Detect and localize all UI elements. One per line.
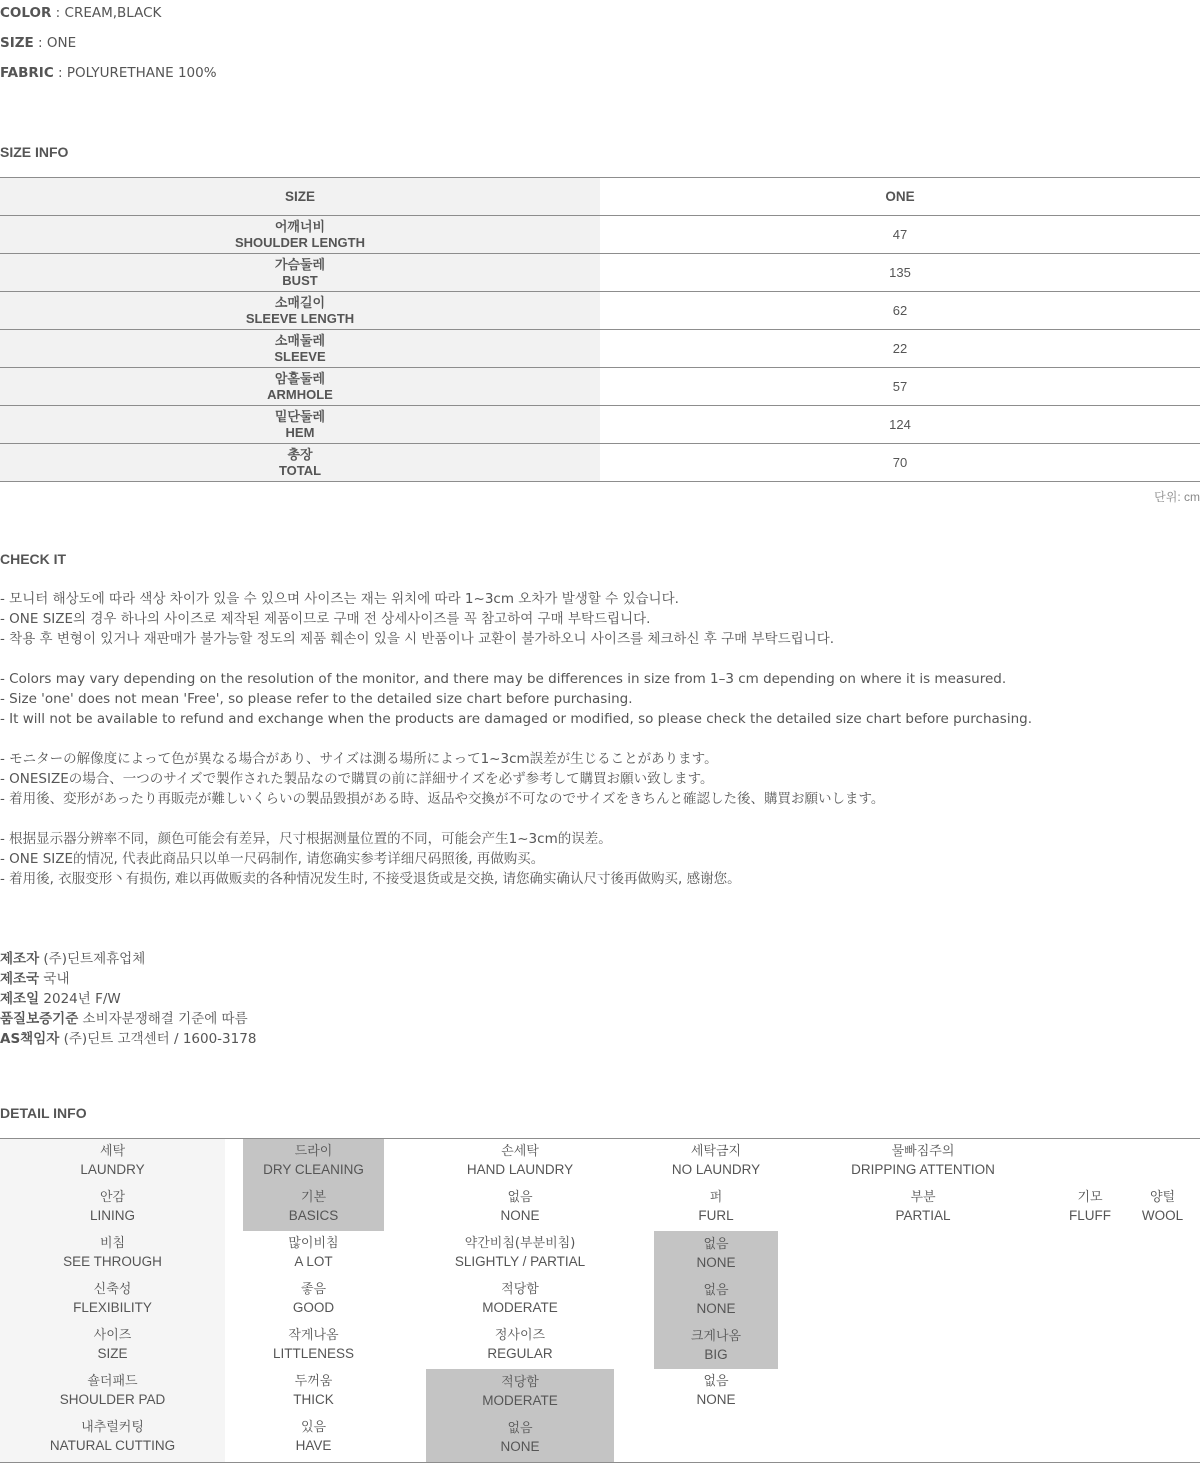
spec-size <box>0 33 76 53</box>
option-en: MODERATE <box>482 1300 558 1315</box>
maker-label: 제조국 <box>0 971 40 987</box>
detail-option <box>654 1373 778 1409</box>
spec-value: : ONE <box>33 35 77 51</box>
spec-label: SIZE <box>0 35 34 51</box>
detail-option <box>243 1235 384 1271</box>
option-en: NONE <box>696 1392 736 1407</box>
option-en: FURL <box>698 1208 734 1223</box>
maker-label: 제조일 <box>0 991 40 1007</box>
note-line: - 착용 후 변형이 있거나 재판매가 불가능할 정도의 제품 훼손이 있을 시 반품이나 교환이 불가하오니 사이즈를 체크하신 후 구매 부탁드립니다. <box>0 631 835 647</box>
detail-info-title: DETAIL INFO <box>0 1105 87 1121</box>
maker-value: (주)딘트제휴업체 <box>39 951 146 967</box>
size-table <box>0 177 1200 482</box>
detail-option <box>426 1327 614 1363</box>
spec-color <box>0 3 161 23</box>
label-ko: 신축성 <box>93 1282 132 1297</box>
measure-label-en: ARMHOLE <box>267 386 333 402</box>
spec-value: : POLYURETHANE 100% <box>53 65 217 81</box>
measure-label-ko: 소매둘레 <box>274 332 326 348</box>
option-en: A LOT <box>294 1254 333 1269</box>
measure-value: 47 <box>600 216 1200 254</box>
table-row <box>0 330 1200 368</box>
check-it-title: CHECK IT <box>0 551 67 567</box>
option-en: MODERATE <box>482 1393 558 1408</box>
measure-label <box>0 406 600 444</box>
option-ko: 없음 <box>703 1374 729 1389</box>
measure-label <box>0 254 600 292</box>
measure-label-ko: 어깨너비 <box>274 218 326 234</box>
option-en: NONE <box>500 1439 540 1454</box>
maker-line <box>0 989 256 1009</box>
maker-label: 제조자 <box>0 951 40 967</box>
spec-fabric <box>0 63 217 83</box>
measure-label-ko: 총장 <box>287 446 313 462</box>
option-ko: 없음 <box>507 1421 533 1436</box>
option-en: LITTLENESS <box>272 1346 355 1361</box>
option-ko: 없음 <box>703 1283 729 1298</box>
measure-value: 124 <box>600 406 1200 444</box>
option-ko: 크게나옴 <box>690 1329 742 1344</box>
spec-label: FABRIC <box>0 65 54 81</box>
option-ko: 부분 <box>910 1190 936 1205</box>
option-en: HAVE <box>295 1438 332 1453</box>
measure-value: 70 <box>600 444 1200 482</box>
detail-option <box>243 1373 384 1409</box>
measure-label-en: TOTAL <box>278 462 322 478</box>
measure-value: 135 <box>600 254 1200 292</box>
option-ko: 퍼 <box>709 1190 723 1205</box>
detail-option <box>654 1189 778 1225</box>
measure-label <box>0 292 600 330</box>
maker-value: (주)딘트 고객센터 / 1600-3178 <box>59 1031 257 1047</box>
detail-option <box>243 1281 384 1317</box>
label-en: LINING <box>89 1208 135 1223</box>
option-ko: 적당함 <box>501 1282 539 1297</box>
option-en: DRIPPING ATTENTION <box>851 1162 995 1177</box>
label-en: SIZE <box>97 1346 128 1361</box>
label-en: FLEXIBILITY <box>73 1300 152 1315</box>
option-ko: 없음 <box>507 1190 533 1205</box>
note-line: - 着用後、変形があったり再販売が難しいくらいの製品毀損がある時、返品や交換が不可なのでサイズをきちんと確認した後、購買お願いします。 <box>0 791 885 807</box>
note-line: - ONE SIZE의 경우 하나의 사이즈로 제작된 제품이므로 구매 전 상세사이즈를 꼭 참고하여 구매 부탁드립니다. <box>0 611 651 627</box>
table-row <box>0 368 1200 406</box>
maker-line <box>0 1029 256 1049</box>
maker-label: AS책임자 <box>0 1031 60 1047</box>
maker-line <box>0 949 256 969</box>
option-en: BIG <box>704 1347 728 1362</box>
option-ko: 정사이즈 <box>494 1328 546 1343</box>
measure-label-en: SHOULDER LENGTH <box>235 234 365 250</box>
option-en: REGULAR <box>487 1346 553 1361</box>
note-line: - Size 'one' does not mean 'Free', so please refer to the detailed size chart before purchasing. <box>0 691 633 707</box>
option-ko: 있음 <box>300 1420 327 1435</box>
label-ko: 세탁 <box>99 1144 126 1159</box>
label-en: SEE THROUGH <box>63 1254 162 1269</box>
detail-option <box>654 1282 778 1318</box>
detail-option <box>823 1189 1023 1225</box>
table-row <box>0 444 1200 482</box>
option-en: DRY CLEANING <box>263 1162 364 1177</box>
maker-value: 국내 <box>39 971 70 987</box>
size-table-header <box>0 178 1200 216</box>
option-ko: 세탁금지 <box>690 1144 742 1159</box>
measure-value: 22 <box>600 330 1200 368</box>
table-row <box>0 292 1200 330</box>
detail-row-label <box>0 1419 225 1455</box>
label-en: NATURAL CUTTING <box>49 1438 176 1453</box>
detail-option <box>426 1420 614 1456</box>
option-ko: 좋음 <box>300 1282 327 1297</box>
option-en: THICK <box>293 1392 334 1407</box>
option-en: GOOD <box>292 1300 335 1315</box>
maker-value: 2024년 F/W <box>39 991 121 1007</box>
measure-label-ko: 밑단둘레 <box>274 408 326 424</box>
size-info-title: SIZE INFO <box>0 144 69 160</box>
size-unit: 단위: cm <box>1154 490 1200 504</box>
option-en: BASICS <box>288 1208 339 1223</box>
option-en: NONE <box>500 1208 540 1223</box>
option-ko: 없음 <box>703 1237 729 1252</box>
label-ko: 내추럴커팅 <box>81 1420 144 1435</box>
detail-option <box>406 1235 634 1271</box>
measure-label-en: SLEEVE LENGTH <box>245 310 355 326</box>
option-en: HAND LAUNDRY <box>466 1162 574 1177</box>
table-row <box>0 254 1200 292</box>
label-en: SHOULDER PAD <box>59 1392 166 1407</box>
detail-option <box>243 1189 384 1225</box>
option-ko: 물빠짐주의 <box>891 1144 955 1159</box>
detail-option <box>243 1419 384 1455</box>
option-ko: 적당함 <box>501 1375 539 1390</box>
detail-option <box>426 1281 614 1317</box>
maker-info <box>0 949 256 1049</box>
detail-option <box>654 1236 778 1272</box>
measure-value: 57 <box>600 368 1200 406</box>
option-en: SLIGHTLY / PARTIAL <box>454 1254 586 1269</box>
size-header-label: SIZE <box>0 178 600 216</box>
label-ko: 비침 <box>99 1236 126 1251</box>
detail-option <box>426 1189 614 1225</box>
note-line: - モニターの解像度によって色が異なる場合があり、サイズは測る場所によって1~3cm誤差が生じることがあります。 <box>0 751 718 767</box>
note-line: - ONESIZEの場合、一つのサイズで製作された製品なので購買の前に詳細サイズを必ず参考して購買お願い致します。 <box>0 771 714 787</box>
note-line: - ONE SIZE的情况, 代表此商品只以单一尺码制作, 请您确实参考详细尺码照後, 再做购买。 <box>0 851 545 867</box>
detail-option <box>823 1143 1023 1179</box>
table-row <box>0 406 1200 444</box>
detail-option <box>426 1374 614 1410</box>
detail-row-label <box>0 1189 225 1225</box>
detail-option <box>1050 1189 1130 1225</box>
note-line: - It will not be available to refund and exchange when the products are damaged or modified, so please check the detailed size chart before purchasing. <box>0 711 1032 727</box>
measure-label <box>0 330 600 368</box>
option-ko: 양털 <box>1149 1190 1176 1205</box>
option-en: NO LAUNDRY <box>671 1162 761 1177</box>
measure-label-en: HEM <box>285 424 315 440</box>
check-it-notes <box>0 589 1032 889</box>
option-en: WOOL <box>1141 1208 1184 1223</box>
note-line: - Colors may vary depending on the resolution of the monitor, and there may be differences in size from 1–3 cm depending on where it is measured. <box>0 671 1007 687</box>
option-ko: 약간비침(부분비침) <box>464 1236 576 1251</box>
option-ko: 기모 <box>1077 1190 1103 1205</box>
note-line: - 모니터 해상도에 따라 색상 차이가 있을 수 있으며 사이즈는 재는 위치에 따라 1~3cm 오차가 발생할 수 있습니다. <box>0 591 679 607</box>
measure-label-en: BUST <box>282 272 318 288</box>
label-ko: 숄더패드 <box>87 1374 138 1389</box>
option-en: NONE <box>696 1255 736 1270</box>
measure-label-ko: 암홀둘레 <box>274 370 326 386</box>
option-en: FLUFF <box>1069 1208 1111 1223</box>
measure-label <box>0 216 600 254</box>
option-ko: 작게나옴 <box>288 1328 339 1343</box>
label-en: LAUNDRY <box>80 1162 145 1177</box>
measure-label <box>0 368 600 406</box>
detail-table <box>0 1138 1200 1463</box>
option-ko: 많이비침 <box>288 1236 339 1251</box>
maker-line <box>0 1009 256 1029</box>
note-line: - 着用後, 衣服变形丶有损伤, 难以再做贩卖的各种情况发生时, 不接受退货或是交换, 请您确实确认尺寸後再做购买, 感谢您。 <box>0 871 741 887</box>
option-en: PARTIAL <box>895 1208 951 1223</box>
note-line: - 根据显示器分辨率不同，颜色可能会有差异，尺寸根据测量位置的不同，可能会产生1~3cm的误差。 <box>0 831 612 847</box>
option-ko: 손세탁 <box>501 1144 539 1159</box>
detail-option <box>426 1143 614 1179</box>
detail-row-label <box>0 1143 225 1179</box>
detail-option <box>243 1327 384 1363</box>
maker-value: 소비자분쟁해결 기준에 따름 <box>78 1011 248 1027</box>
measure-label-ko: 소매길이 <box>274 294 326 310</box>
measure-label-ko: 가슴둘레 <box>274 256 326 272</box>
detail-option <box>654 1143 778 1179</box>
spec-value: : CREAM,BLACK <box>51 5 162 21</box>
option-ko: 드라이 <box>294 1144 333 1159</box>
measure-label <box>0 444 600 482</box>
spec-label: COLOR <box>0 5 52 21</box>
size-header-value: ONE <box>600 178 1200 216</box>
maker-label: 품질보증기준 <box>0 1011 79 1027</box>
measure-label-en: SLEEVE <box>274 348 326 364</box>
option-ko: 두꺼움 <box>294 1374 333 1389</box>
detail-row-label <box>0 1235 225 1271</box>
measure-value: 62 <box>600 292 1200 330</box>
maker-line <box>0 969 256 989</box>
detail-row-label <box>0 1327 225 1363</box>
detail-row-label <box>0 1373 225 1409</box>
label-ko: 안감 <box>99 1190 126 1205</box>
option-ko: 기본 <box>300 1190 327 1205</box>
detail-option <box>654 1328 778 1364</box>
label-ko: 사이즈 <box>93 1328 132 1343</box>
detail-row-label <box>0 1281 225 1317</box>
option-en: NONE <box>696 1301 736 1316</box>
detail-option <box>1130 1189 1195 1225</box>
detail-option <box>243 1143 384 1179</box>
table-row <box>0 216 1200 254</box>
